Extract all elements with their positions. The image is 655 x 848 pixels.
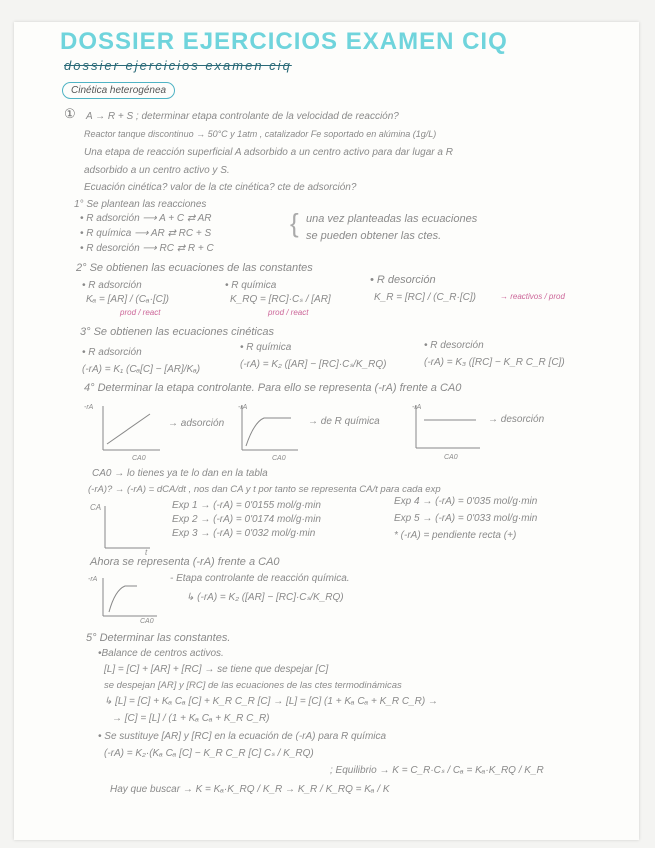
label: • R química: [240, 342, 292, 353]
graph-label: → de R química: [308, 416, 380, 427]
label: • R adsorción: [82, 347, 142, 358]
experiment-rate: Exp 2 → (-rA) = 0'0174 mol/g·min: [172, 514, 321, 525]
conclusion: - Etapa controlante de reacción química.: [170, 573, 350, 584]
balance-heading: •Balance de centros activos.: [98, 648, 224, 659]
problem-line: Reactor tanque discontinuo → 50°C y 1atm , catalizador Fe soportado en alúmina (1g/L): [84, 129, 437, 139]
axis-label: CA0: [444, 454, 458, 461]
saturation-curve: [109, 586, 137, 612]
text-line: Ahora se representa (-rA) frente a CA0: [90, 556, 280, 568]
equation: (-rA) = K₂ ([AR] − [RC]·Cₛ/K_RQ): [240, 359, 387, 370]
label: • R desorción: [370, 274, 436, 286]
axis-label: CA0: [272, 455, 286, 462]
note: → reactivos / prod: [500, 292, 565, 301]
experiment-rate: Exp 4 → (-rA) = 0'035 mol/g·min: [394, 496, 538, 507]
reaction-item: • R desorción ⟶ RC ⇄ R + C: [80, 243, 214, 254]
experiment-rate: Exp 5 → (-rA) = 0'033 mol/g·min: [394, 513, 538, 524]
graph-adsorcion: [95, 402, 165, 460]
problem-number: ①: [64, 106, 76, 121]
step1-note: una vez planteadas las ecuaciones: [306, 213, 478, 225]
step1-heading: 1° Se plantean las reacciones: [74, 199, 207, 210]
equation: K_RQ = [RC]·Cₛ / [AR]: [230, 294, 331, 305]
problem-line: Ecuación cinética? valor de la cte cinética? cte de adsorción?: [84, 182, 357, 193]
axis-label: CA0: [140, 618, 154, 625]
label: • R adsorción: [82, 280, 142, 291]
experiment-rate: Exp 1 → (-rA) = 0'0155 mol/g·min: [172, 500, 321, 511]
topic-bubble: Cinética heterogénea: [62, 82, 175, 99]
slope-note: * (-rA) = pendiente recta (+): [394, 530, 517, 541]
text-line: CA0 → lo tienes ya te lo dan en la tabla: [92, 468, 268, 479]
substitute-line: • Se sustituye [AR] y [RC] en la ecuación de (-rA) para R química: [98, 731, 387, 742]
note: prod / react: [268, 308, 309, 317]
label: • R desorción: [424, 340, 484, 351]
equation: Kₐ = [AR] / (Cₐ·[C]): [86, 294, 170, 305]
final-line: Hay que buscar → K = Kₐ·K_RQ / K_R → K_R / K_RQ = Kₐ / K: [110, 784, 390, 795]
text-line: (-rA)? → (-rA) = dCA/dt , nos dan CA y t por tanto se representa CA/t para cada exp: [88, 484, 441, 495]
axis-label: CA: [90, 503, 102, 512]
printed-title: DOSSIER EJERCICIOS EXAMEN CIQ: [60, 28, 508, 55]
equation: (-rA) = K₁ (Cₐ[C] − [AR]/Kₐ): [82, 364, 201, 375]
note: prod / react: [120, 308, 161, 317]
linear-curve: [107, 414, 150, 444]
conclusion-equation: ↳ (-rA) = K₂ ([AR] − [RC]·Cₛ/K_RQ): [186, 592, 344, 603]
equilibrium-equation: ; Equilibrio → K = C_R·Cₛ / Cₐ = Kₐ·K_RQ / K_R: [330, 765, 544, 776]
graph-result: [95, 572, 165, 628]
problem-line: adsorbido a un centro activo y S.: [84, 165, 230, 176]
step1-note: se pueden obtener las ctes.: [306, 230, 442, 242]
axis-label: -rA: [88, 576, 98, 583]
problem-line: A → R + S ; determinar etapa controlante de la velocidad de reacción?: [86, 111, 399, 122]
reaction-item: • R química ⟶ AR ⇄ RC + S: [80, 228, 212, 239]
equation: (-rA) = K₃ ([RC] − K_R C_R [C]): [424, 357, 565, 368]
equation: K_R = [RC] / (C_R·[C]): [374, 292, 476, 303]
balance-line: ↳ [L] = [C] + Kₐ Cₐ [C] + K_R C_R [C] → [L] = [C] (1 + Kₐ Cₐ + K_R C_R) →: [104, 696, 438, 707]
experiment-rate: Exp 3 → (-rA) = 0'032 mol/g·min: [172, 528, 316, 539]
axis-label: -rA: [238, 404, 248, 411]
step3-heading: 3° Se obtienen las ecuaciones cinéticas: [80, 326, 274, 338]
step2-heading: 2° Se obtienen las ecuaciones de las constantes: [76, 262, 313, 274]
axis-label: t: [145, 548, 148, 557]
label: • R química: [225, 280, 277, 291]
axis-label: -rA: [412, 404, 422, 411]
saturation-curve: [246, 418, 291, 446]
graph-label: → desorción: [488, 414, 545, 425]
graph-label: → adsorción: [168, 418, 225, 429]
reaction-item: • R adsorción ⟶ A + C ⇄ AR: [80, 213, 212, 224]
balance-line: → [C] = [L] / (1 + Kₐ Cₐ + K_R C_R): [112, 713, 270, 724]
problem-line: Una etapa de reacción superficial A adsorbido a un centro activo para dar lugar a R: [84, 147, 453, 158]
brace: {: [290, 208, 299, 238]
handwritten-title: dossier ejercicios examen ciq: [64, 58, 292, 73]
axis-label: CA0: [132, 455, 146, 462]
step4-heading: 4° Determinar la etapa controlante. Para ello se representa (-rA) frente a CA0: [84, 382, 462, 394]
step5-heading: 5° Determinar las constantes.: [86, 632, 231, 644]
balance-line: se despejan [AR] y [RC] de las ecuaciones de las ctes termodinámicas: [104, 680, 402, 691]
rate-equation: (-rA) = K₂·(Kₐ Cₐ [C] − K_R C_R [C] Cₛ / K_RQ): [104, 748, 314, 759]
balance-line: [L] = [C] + [AR] + [RC] → se tiene que despejar [C]: [104, 664, 329, 675]
axis-label: -rA: [84, 404, 94, 411]
